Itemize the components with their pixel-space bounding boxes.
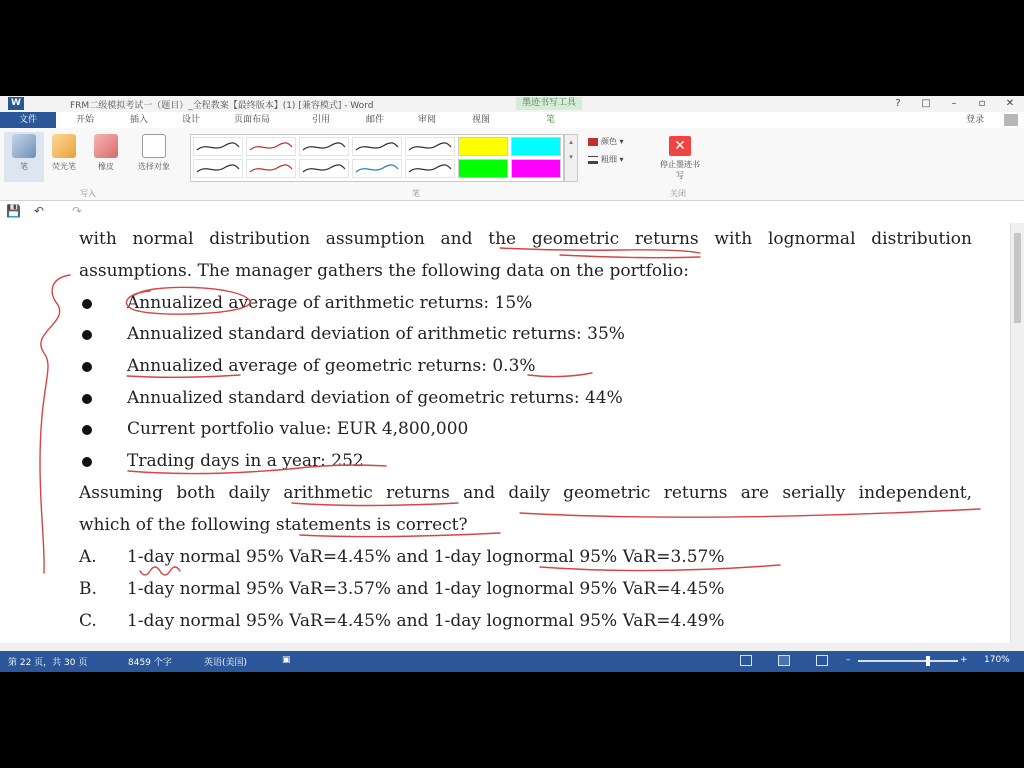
undo-icon[interactable]: ↶ <box>34 204 45 218</box>
word-app-icon: W <box>8 97 24 110</box>
web-layout-button[interactable] <box>816 655 828 666</box>
quick-access-toolbar <box>0 201 1024 223</box>
read-mode-button[interactable] <box>740 655 752 666</box>
ink-squiggle <box>140 567 180 575</box>
ink-underline <box>560 255 700 258</box>
question-line: which of the following statements is correct? <box>79 515 468 535</box>
title-bar <box>0 96 1024 112</box>
help-button[interactable]: ? <box>895 98 901 109</box>
bullet-icon <box>82 457 92 467</box>
pen-gallery-scroll[interactable]: ▴ ▾ <box>564 134 578 182</box>
pen-color-dropdown[interactable]: 颜色 ▾ <box>588 136 624 147</box>
bullet-item: Annualized average of arithmetic returns: 15% <box>127 293 533 313</box>
pen-swatch[interactable] <box>352 137 402 156</box>
pens-group-label: 笔 <box>412 189 420 198</box>
pen-swatch[interactable] <box>405 137 455 156</box>
pen-icon <box>12 134 36 158</box>
pen-thickness-label: 粗细 <box>601 155 617 164</box>
select-objects-button[interactable] <box>130 134 178 172</box>
option-text: 1-day normal 95% VaR=4.45% and 1-day lognormal 95% VaR=4.49% <box>127 611 725 631</box>
tab-layout[interactable]: 页面布局 <box>234 115 271 125</box>
pen-swatch[interactable] <box>193 137 243 156</box>
bullet-icon <box>82 299 92 309</box>
bullet-item: Annualized standard deviation of arithmetic returns: 35% <box>127 324 625 344</box>
highlighter-swatch[interactable] <box>511 137 561 156</box>
bullet-icon <box>82 394 92 404</box>
cursor-icon <box>142 134 166 158</box>
option-letter: B. <box>79 579 97 599</box>
window-controls <box>890 96 1018 112</box>
pen-swatch[interactable] <box>352 159 402 178</box>
stop-inking-button[interactable] <box>660 136 700 181</box>
minimize-button[interactable]: – <box>951 98 957 109</box>
select-objects-label: 选择对象 <box>138 162 170 171</box>
pen-gallery <box>190 134 564 182</box>
macro-record-icon[interactable]: ▣ <box>282 655 291 665</box>
option-letter: A. <box>79 547 97 567</box>
eraser-tool-button[interactable] <box>86 134 126 172</box>
tab-home[interactable]: 开始 <box>76 115 95 125</box>
bullet-icon <box>82 425 92 435</box>
pen-color-icon <box>588 138 598 146</box>
stop-inking-label: 停止墨迹书写 <box>660 160 700 180</box>
horizontal-scrollbar[interactable] <box>0 643 1024 651</box>
ink-underline <box>528 373 592 377</box>
tab-references[interactable]: 引用 <box>312 115 331 125</box>
window-title: FRM二级模拟考试一（题目）_全程教案【最终版本】(1) [兼容模式] - Word <box>70 101 374 111</box>
paragraph-line: assumptions. The manager gathers the following data on the portfolio: <box>79 261 689 281</box>
tab-review[interactable]: 审阅 <box>418 115 437 125</box>
highlighter-swatch[interactable] <box>458 137 508 156</box>
bullet-item: Current portfolio value: EUR 4,800,000 <box>127 419 469 439</box>
redo-icon[interactable]: ↷ <box>72 204 83 218</box>
language-indicator[interactable]: 英语(美国) <box>204 658 248 668</box>
option-letter: C. <box>79 611 97 631</box>
pen-swatch[interactable] <box>246 159 296 178</box>
highlighter-swatch[interactable] <box>511 159 561 178</box>
close-icon: ✕ <box>669 136 691 156</box>
status-bar <box>0 651 1024 672</box>
bullet-item: Trading days in a year: 252 <box>127 451 364 471</box>
eraser-tool-label: 橡皮 <box>98 162 114 171</box>
highlighter-icon <box>52 134 76 158</box>
vertical-scrollbar[interactable] <box>1010 223 1024 643</box>
pen-swatch[interactable] <box>405 159 455 178</box>
page-count[interactable]: 第 22 页，共 30 页 <box>8 658 88 668</box>
scrollbar-thumb[interactable] <box>1014 233 1021 323</box>
pen-swatch[interactable] <box>193 159 243 178</box>
option-text: 1-day normal 95% VaR=4.45% and 1-day lognormal 95% VaR=3.57% <box>127 547 725 567</box>
ribbon-pens <box>0 128 1024 201</box>
close-group-label: 关闭 <box>670 189 686 198</box>
option-text: 1-day normal 95% VaR=3.57% and 1-day lognormal 95% VaR=4.45% <box>127 579 725 599</box>
zoom-in-button[interactable]: + <box>960 655 968 665</box>
bullet-icon <box>82 362 92 372</box>
tab-file[interactable]: 文件 <box>0 112 56 128</box>
pen-swatch[interactable] <box>246 137 296 156</box>
pen-color-label: 颜色 <box>601 137 617 146</box>
pen-tool-label: 笔 <box>20 162 28 171</box>
tab-insert[interactable]: 插入 <box>130 115 149 125</box>
restore-button[interactable]: ▫ <box>978 98 986 109</box>
pen-thickness-dropdown[interactable]: 粗细 ▾ <box>588 154 624 165</box>
write-group-label: 写入 <box>80 189 96 198</box>
pen-swatch[interactable] <box>299 137 349 156</box>
tab-mailings[interactable]: 邮件 <box>366 115 385 125</box>
word-count[interactable]: 8459 个字 <box>128 658 172 668</box>
bullet-item: Annualized standard deviation of geometric returns: 44% <box>127 388 623 408</box>
tab-pens[interactable]: 笔 <box>546 115 556 125</box>
sign-in-link[interactable]: 登录 <box>965 115 984 125</box>
thickness-icon <box>588 156 598 164</box>
pen-tool-button[interactable] <box>4 132 44 182</box>
document-page[interactable] <box>0 223 1010 643</box>
pen-swatch[interactable] <box>299 159 349 178</box>
bullet-icon <box>82 330 92 340</box>
bullet-item: Annualized average of geometric returns: 0.3% <box>127 356 536 376</box>
zoom-level[interactable]: 170% <box>984 655 1010 665</box>
zoom-out-button[interactable]: – <box>846 655 851 665</box>
word-window <box>0 96 1024 672</box>
eraser-icon <box>94 134 118 158</box>
highlighter-swatch[interactable] <box>458 159 508 178</box>
save-icon[interactable]: 💾 <box>6 204 21 218</box>
highlighter-tool-button[interactable] <box>44 134 84 172</box>
paragraph-line: with normal distribution assumption and the geometric returns with lognormal distribution <box>79 229 972 249</box>
print-layout-button[interactable] <box>778 655 790 666</box>
tab-view[interactable]: 视图 <box>472 115 491 125</box>
ribbon-display-options-button[interactable]: □ <box>921 98 931 109</box>
zoom-slider[interactable] <box>858 660 958 662</box>
ink-underline <box>292 503 458 506</box>
tab-design[interactable]: 设计 <box>182 115 201 125</box>
ink-brace <box>40 275 70 573</box>
ribbon-tabs <box>0 112 1024 128</box>
zoom-slider-thumb[interactable] <box>926 656 930 666</box>
avatar[interactable] <box>1004 114 1018 126</box>
close-button[interactable]: ✕ <box>1005 98 1015 109</box>
ink-underline <box>520 509 980 517</box>
question-line: Assuming both daily arithmetic returns and daily geometric returns are serially independent, <box>79 483 972 503</box>
context-tab-label: 墨迹书写工具 <box>516 97 582 110</box>
highlighter-tool-label: 荧光笔 <box>52 162 76 171</box>
